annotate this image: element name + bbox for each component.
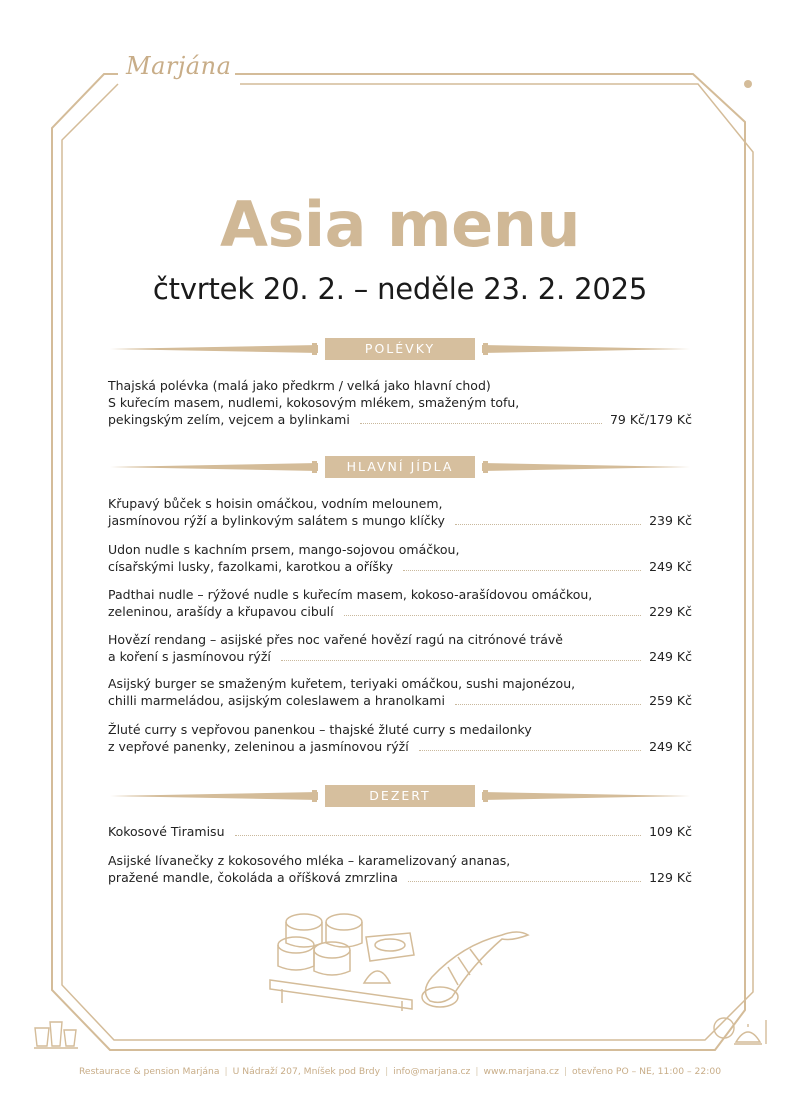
menu-item <box>108 721 692 755</box>
leader-dots <box>455 704 641 705</box>
item-price: 129 Kč <box>649 870 692 885</box>
menu-item <box>108 852 692 886</box>
footer-email[interactable]: info@marjana.cz <box>393 1066 471 1077</box>
item-text: zeleninou, arašídy a křupavou cibulí <box>108 604 334 619</box>
banner-wing-right <box>482 345 690 353</box>
item-price: 79 Kč/179 Kč <box>609 412 692 427</box>
item-text: Žluté curry s vepřovou panenkou – thajské žluté curry s medailonky <box>108 722 532 737</box>
item-text: Asijské lívanečky z kokosového mléka – karamelizovaný ananas, <box>108 853 511 868</box>
item-text: pražené mandle, čokoláda a oříšková zmrzlina <box>108 870 398 885</box>
item-price: 229 Kč <box>649 604 692 619</box>
sushi-illustration <box>262 905 542 1015</box>
menu-item <box>108 631 692 665</box>
footer-address: U Nádraží 207, Mníšek pod Brdy <box>232 1066 381 1077</box>
leader-dots <box>360 423 602 424</box>
item-text: jasmínovou rýží a bylinkovým salátem s mungo klíčky <box>108 513 445 528</box>
item-price: 109 Kč <box>649 824 692 839</box>
item-price: 249 Kč <box>649 739 692 754</box>
menu-item <box>108 586 692 620</box>
item-text: Asijský burger se smaženým kuřetem, teriyaki omáčkou, sushi majonézou, <box>108 676 576 691</box>
leader-dots <box>235 835 642 836</box>
footer-web[interactable]: www.marjana.cz <box>483 1066 559 1077</box>
brand-logo: Marjána <box>122 52 235 80</box>
menu-item <box>108 541 692 575</box>
section-header-mains: HLAVNÍ JÍDLA <box>325 456 475 478</box>
leader-dots <box>281 660 641 661</box>
leader-dots <box>455 524 641 525</box>
item-text: Udon nudle s kachním prsem, mango-sojovou omáčkou, <box>108 542 460 557</box>
footer-name: Restaurace & pension Marjána <box>78 1066 220 1077</box>
menu-item <box>108 377 692 428</box>
item-price: 249 Kč <box>649 649 692 664</box>
section-header-soups: POLÉVKY <box>325 338 475 360</box>
menu-item <box>108 823 692 840</box>
drinks-icon <box>32 1016 82 1052</box>
item-price: 239 Kč <box>649 513 692 528</box>
item-text: a koření s jasmínovou rýží <box>108 649 271 664</box>
item-text: pekingským zelím, vejcem a bylinkami <box>108 412 350 427</box>
date-range: čtvrtek 20. 2. – neděle 23. 2. 2025 <box>152 272 648 306</box>
footer-hours: otevřeno PO – NE, 11:00 – 22:00 <box>572 1066 722 1077</box>
leader-dots <box>408 881 641 882</box>
item-text: chilli marmeládou, asijským coleslawem a hranolkami <box>108 693 445 708</box>
footer: Restaurace & pension Marjána | U Nádraží 207, Mníšek pod Brdy | info@marjana.cz | www.marjana.cz | otevřeno PO – NE, 11:00 – 22:00 <box>78 1066 722 1077</box>
item-text: z vepřové panenky, zeleninou a jasmínovou rýží <box>108 739 409 754</box>
leader-dots <box>403 570 641 571</box>
section-header-desserts: DEZERT <box>325 785 475 807</box>
item-text: S kuřecím masem, nudlemi, kokosovým mlékem, smaženým tofu, <box>108 395 520 410</box>
item-text: císařskými lusky, fazolkami, karotkou a oříšky <box>108 559 394 574</box>
item-text: Hovězí rendang – asijské přes noc vařené hovězí ragú na citrónové trávě <box>108 632 563 647</box>
banner-wing-left <box>110 345 318 353</box>
item-text: Thajská polévka (malá jako předkrm / velká jako hlavní chod) <box>108 378 491 393</box>
item-price: 259 Kč <box>649 693 692 708</box>
frame-ornament-dot <box>744 80 752 88</box>
page-title: Asia menu <box>220 188 580 261</box>
menu-item <box>108 675 692 709</box>
item-text: Křupavý bůček s hoisin omáčkou, vodním melounem, <box>108 496 443 511</box>
leader-dots <box>344 615 641 616</box>
item-text: Padthai nudle – rýžové nudle s kuřecím masem, kokoso-arašídovou omáčkou, <box>108 587 593 602</box>
item-price: 249 Kč <box>649 559 692 574</box>
item-text: Kokosové Tiramisu <box>108 824 225 839</box>
leader-dots <box>419 750 641 751</box>
menu-item <box>108 495 692 529</box>
cloche-icon <box>712 1014 772 1048</box>
